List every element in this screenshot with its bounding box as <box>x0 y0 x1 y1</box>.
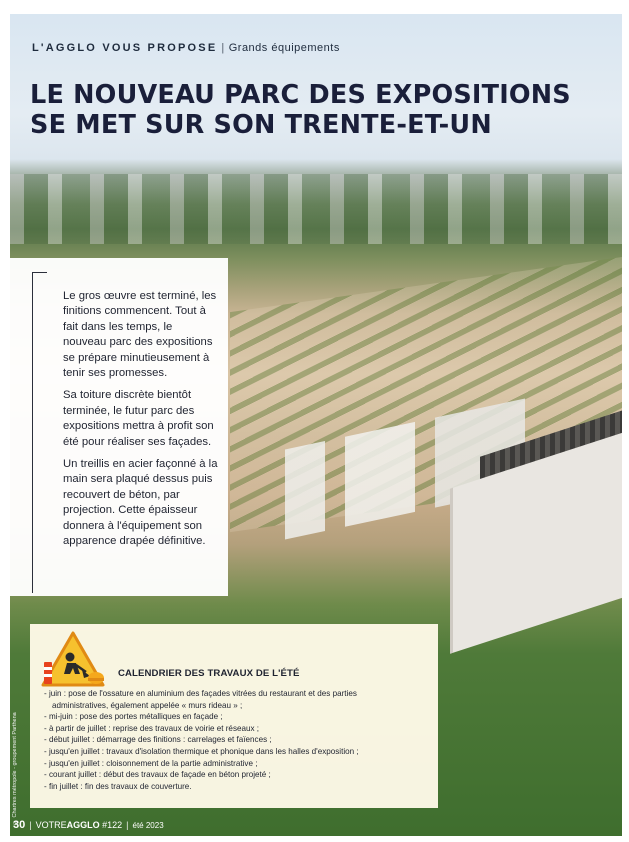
calendar-item: - fin juillet : fin des travaux de couverture. <box>44 781 192 791</box>
intro-paragraph-1: Le gros œuvre est terminé, les finitions commencent. Tout à fait dans les temps, le nouveau parc des expositions se prépare minutieusement à tenir ses promesses. <box>63 290 217 380</box>
intro-paragraph-3: Un treillis en acier façonné à la main sera plaqué dessus puis recouvert de béton, par projection. Cette épaisseur donnera à l'équipement son apparence drapée définitive. <box>63 458 218 548</box>
title-line-2: SE MET SUR SON TRENTE-ET-UN <box>30 110 492 140</box>
footer-separator: | <box>29 820 32 830</box>
issue-number: #122 <box>102 820 123 830</box>
magazine-prefix: VOTRE <box>35 820 67 830</box>
photo-credit: © Chartres métropole - groupement Parthena <box>12 712 18 825</box>
title-line-1: LE NOUVEAU PARC DES EXPOSITIONS <box>30 80 571 110</box>
calendar-item: - mi-juin : pose des portes métalliques en façade ; <box>44 712 223 722</box>
calendar-title: CALENDRIER DES TRAVAUX DE L'ÉTÉ <box>118 668 300 679</box>
calendar-item: - juin : pose de l'ossature en aluminium des façades vitrées du restaurant et des parties <box>44 689 357 698</box>
photo-town-area <box>10 174 622 244</box>
calendar-item: - jusqu'en juillet : travaux d'isolation thermique et phonique dans les halles d'exposition ; <box>44 746 359 756</box>
footer-separator: | <box>126 820 129 830</box>
page-title <box>30 80 610 140</box>
page-number: 30 <box>13 819 26 831</box>
calendar-list <box>44 688 436 792</box>
calendar-item: - à partir de juillet : reprise des travaux de voirie et réseaux ; <box>44 723 260 733</box>
section-kicker <box>32 42 340 54</box>
kicker-label: L'AGGLO VOUS PROPOSE <box>32 42 218 54</box>
page-footer <box>13 819 164 831</box>
kicker-separator: | <box>221 42 225 54</box>
intro-text <box>63 289 218 557</box>
magazine-brand: AGGLO <box>66 820 100 830</box>
section-label: Grands équipements <box>228 42 340 54</box>
calendar-item: - jusqu'en juillet : cloisonnement de la partie administrative ; <box>44 758 258 768</box>
calendar-item: - début juillet : démarrage des finitions : carrelages et faïences ; <box>44 735 272 745</box>
calendar-item: - courant juillet : début des travaux de façade en béton projeté ; <box>44 770 271 780</box>
intro-paragraph-2: Sa toiture discrète bientôt terminée, le futur parc des expositions mettra à profit son été pour réaliser ses façades. <box>63 389 214 448</box>
calendar-item: administratives, également appelée « murs rideau » ; <box>52 700 243 710</box>
issue-season: été 2023 <box>132 821 164 830</box>
intro-bracket-decoration <box>32 272 47 593</box>
construction-worker-sign-icon <box>40 630 106 688</box>
